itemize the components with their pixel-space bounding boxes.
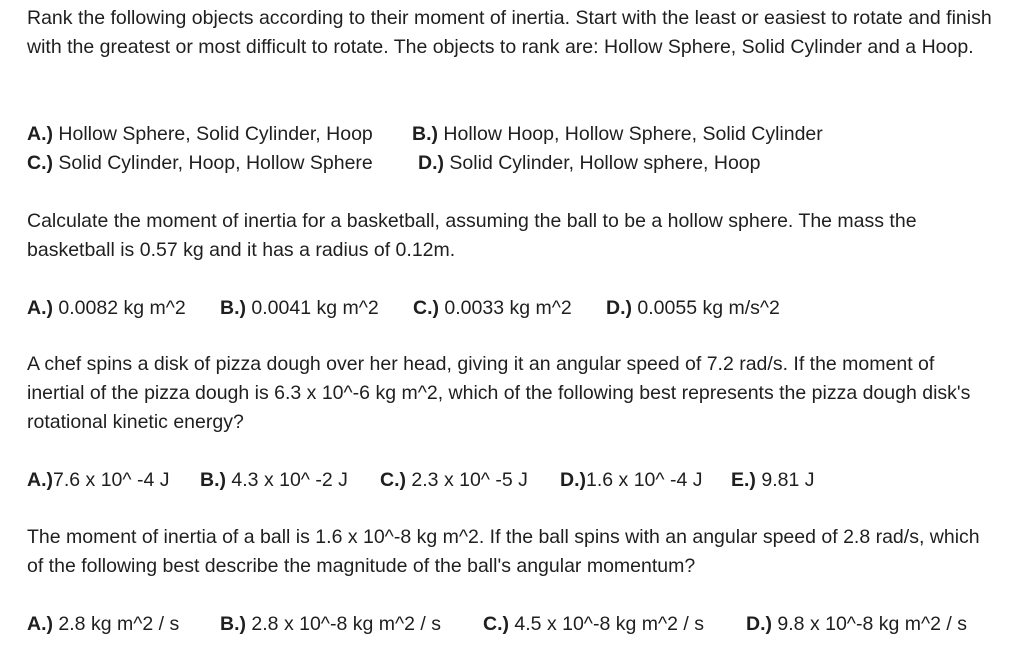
question-4-text: The moment of inertia of a ball is 1.6 x 10^-8 kg m^2. If the ball spins with an angular speed of 2.8 rad/s, which of the following best describe the magnitude of the ball's angular momentum? bbox=[27, 526, 980, 577]
option-letter: B.) bbox=[220, 613, 246, 635]
question-1-options bbox=[27, 120, 992, 178]
option-text: 9.8 x 10^-8 kg m^2 / s bbox=[777, 613, 967, 635]
question-2-options bbox=[27, 294, 992, 323]
option-b[interactable] bbox=[220, 294, 413, 323]
option-text: 1.6 x 10^ -4 J bbox=[586, 469, 703, 491]
option-c[interactable] bbox=[380, 466, 560, 495]
option-d[interactable] bbox=[560, 466, 731, 495]
question-2-text: Calculate the moment of inertia for a basketball, assuming the ball to be a hollow sphere. The mass the basketball is 0.57 kg and it has a radius of 0.12m. bbox=[27, 210, 917, 261]
option-a[interactable] bbox=[27, 466, 200, 495]
option-text: 9.81 J bbox=[761, 469, 815, 491]
option-c[interactable] bbox=[413, 294, 606, 323]
option-letter: E.) bbox=[731, 469, 756, 491]
option-d[interactable] bbox=[746, 610, 967, 639]
option-row bbox=[27, 610, 992, 639]
question-4-options bbox=[27, 610, 992, 639]
option-row bbox=[27, 149, 992, 178]
option-letter: D.) bbox=[746, 613, 772, 635]
option-text: 4.5 x 10^-8 kg m^2 / s bbox=[514, 613, 704, 635]
option-letter: B.) bbox=[220, 297, 246, 319]
option-d[interactable] bbox=[418, 149, 761, 178]
option-letter: D.) bbox=[560, 469, 586, 491]
option-text: Hollow Hoop, Hollow Sphere, Solid Cylinder bbox=[443, 123, 823, 145]
option-row bbox=[27, 466, 992, 495]
question-3-options bbox=[27, 466, 992, 495]
option-row bbox=[27, 294, 992, 323]
question-2 bbox=[27, 207, 992, 265]
option-letter: C.) bbox=[483, 613, 509, 635]
option-a[interactable] bbox=[27, 610, 220, 639]
option-letter: B.) bbox=[200, 469, 226, 491]
option-text: 2.8 x 10^-8 kg m^2 / s bbox=[251, 613, 441, 635]
option-letter: C.) bbox=[413, 297, 439, 319]
question-3-text: A chef spins a disk of pizza dough over her head, giving it an angular speed of 7.2 rad/s. If the moment of inertial of the pizza dough is 6.3 x 10^-6 kg m^2, which of the following best represents the pizza dough disk's rotational kinetic energy? bbox=[27, 353, 971, 433]
question-1 bbox=[27, 4, 992, 62]
option-a[interactable] bbox=[27, 120, 412, 149]
option-text: 2.3 x 10^ -5 J bbox=[411, 469, 528, 491]
option-text: Solid Cylinder, Hollow sphere, Hoop bbox=[449, 152, 761, 174]
question-3 bbox=[27, 350, 992, 437]
option-letter: A.) bbox=[27, 469, 53, 491]
option-text: 0.0055 kg m/s^2 bbox=[637, 297, 780, 319]
option-text: 0.0041 kg m^2 bbox=[251, 297, 379, 319]
option-c[interactable] bbox=[483, 610, 746, 639]
option-letter: A.) bbox=[27, 123, 53, 145]
option-text: 0.0082 kg m^2 bbox=[58, 297, 186, 319]
option-c[interactable] bbox=[27, 149, 418, 178]
option-text: 4.3 x 10^ -2 J bbox=[231, 469, 348, 491]
option-text: 2.8 kg m^2 / s bbox=[58, 613, 180, 635]
option-letter: D.) bbox=[418, 152, 444, 174]
option-letter: A.) bbox=[27, 613, 53, 635]
option-b[interactable] bbox=[220, 610, 483, 639]
option-letter: A.) bbox=[27, 297, 53, 319]
option-text: Hollow Sphere, Solid Cylinder, Hoop bbox=[58, 123, 373, 145]
option-text: 7.6 x 10^ -4 J bbox=[53, 469, 170, 491]
option-row bbox=[27, 120, 992, 149]
option-letter: D.) bbox=[606, 297, 632, 319]
option-d[interactable] bbox=[606, 294, 780, 323]
option-b[interactable] bbox=[200, 466, 380, 495]
question-1-text: Rank the following objects according to their moment of inertia. Start with the least or easiest to rotate and finish with the greatest or most difficult to rotate. The objects to rank are: Hollow Sphere, Solid Cylinder and a Hoop. bbox=[27, 7, 992, 58]
option-a[interactable] bbox=[27, 294, 220, 323]
option-text: Solid Cylinder, Hoop, Hollow Sphere bbox=[58, 152, 373, 174]
option-text: 0.0033 kg m^2 bbox=[444, 297, 572, 319]
option-letter: C.) bbox=[380, 469, 406, 491]
option-letter: C.) bbox=[27, 152, 53, 174]
option-letter: B.) bbox=[412, 123, 438, 145]
option-b[interactable] bbox=[412, 120, 823, 149]
option-e[interactable] bbox=[731, 466, 814, 495]
question-4 bbox=[27, 523, 992, 581]
